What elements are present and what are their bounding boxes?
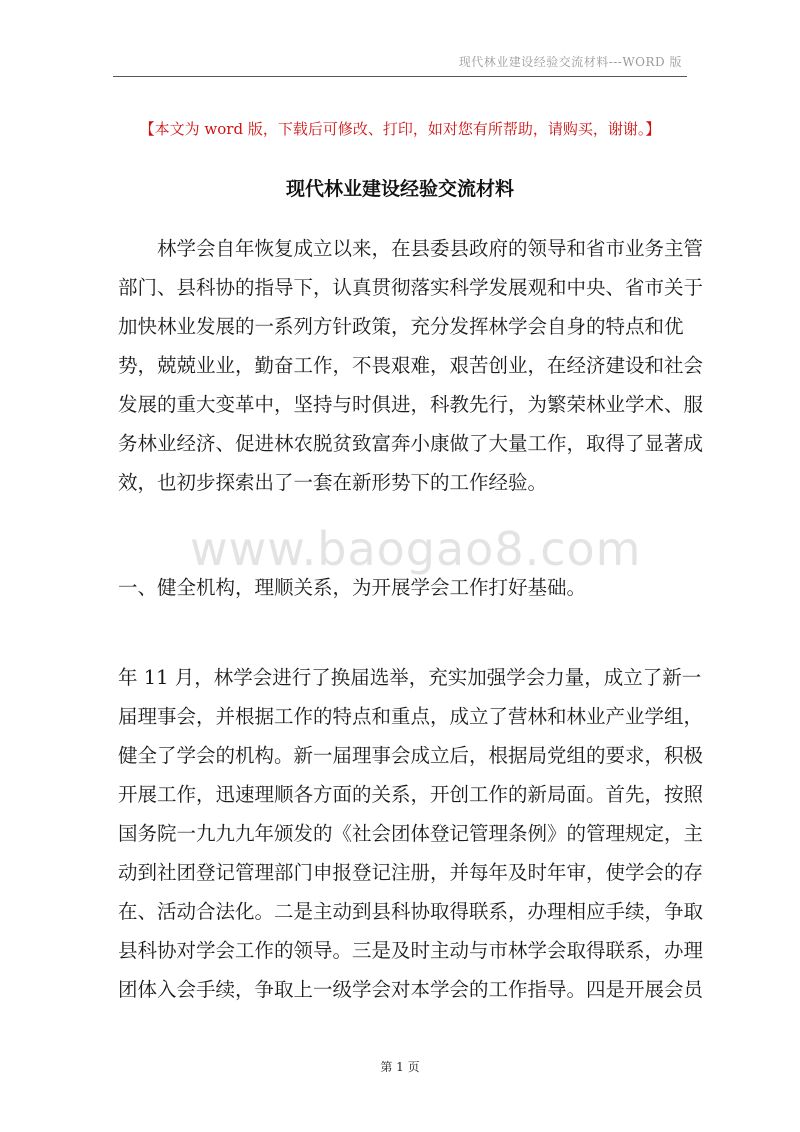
paragraph-line: 国务院一九九九年颁发的《社会团体登记管理条例》的管理规定，主 — [118, 822, 704, 845]
paragraph-line: 势，兢兢业业，勤奋工作，不畏艰难，艰苦创业，在经济建设和社会 — [118, 354, 704, 377]
paragraph-intro — [118, 229, 704, 502]
paragraph-line: 届理事会，并根据工作的特点和重点，成立了营林和林业产业学组， — [118, 705, 704, 728]
running-header: 现代林业建设经验交流材料---WORD 版 — [458, 55, 682, 69]
paragraph-line: 务林业经济、促进林农脱贫致富奔小康做了大量工作，取得了显著成 — [118, 432, 704, 455]
document-title: 现代林业建设经验交流材料 — [285, 178, 514, 200]
paragraph-line: 林学会自年恢复成立以来，在县委县政府的领导和省市业务主管 — [118, 237, 704, 260]
paragraph-line: 部门、县科协的指导下，认真贯彻落实科学发展观和中央、省市关于 — [118, 276, 704, 299]
paragraph-line: 发展的重大变革中，坚持与时俱进，科教先行，为繁荣林业学术、服 — [118, 393, 704, 416]
page-number: 第 1 页 — [380, 1060, 420, 1074]
header-rule — [113, 76, 687, 77]
section-heading-text: 一、健全机构，理顺关系，为开展学会工作打好基础。 — [118, 576, 587, 599]
paragraph-line: 效，也初步探索出了一套在新形势下的工作经验。 — [118, 471, 548, 494]
paragraph-line: 年 11 月，林学会进行了换届选举，充实加强学会力量，成立了新一 — [118, 666, 702, 689]
section-heading — [118, 568, 682, 607]
paragraph-line: 开展工作，迅速理顺各方面的关系，开创工作的新局面。首先，按照 — [118, 783, 704, 806]
paragraph-line: 团体入会手续，争取上一级学会对本学会的工作指导。四是开展会员 — [118, 978, 704, 1001]
paragraph-organization — [118, 658, 704, 1009]
paragraph-line: 在、活动合法化。二是主动到县科协取得联系，办理相应手续，争取 — [118, 900, 704, 923]
paragraph-line: 县科协对学会工作的领导。三是及时主动与市林学会取得联系，办理 — [118, 939, 704, 962]
paragraph-line: 加快林业发展的一系列方针政策，充分发挥林学会自身的特点和优 — [118, 315, 684, 338]
paragraph-line: 健全了学会的机构。新一届理事会成立后，根据局党组的要求，积极 — [118, 744, 704, 767]
watermark: www.baogao8.com — [190, 522, 642, 576]
paragraph-line: 动到社团登记管理部门申报登记注册，并每年及时年审，使学会的存 — [118, 861, 704, 884]
purchase-notice: 【本文为 word 版，下载后可修改、打印，如对您有所帮助，请购买，谢谢。】 — [139, 120, 661, 138]
